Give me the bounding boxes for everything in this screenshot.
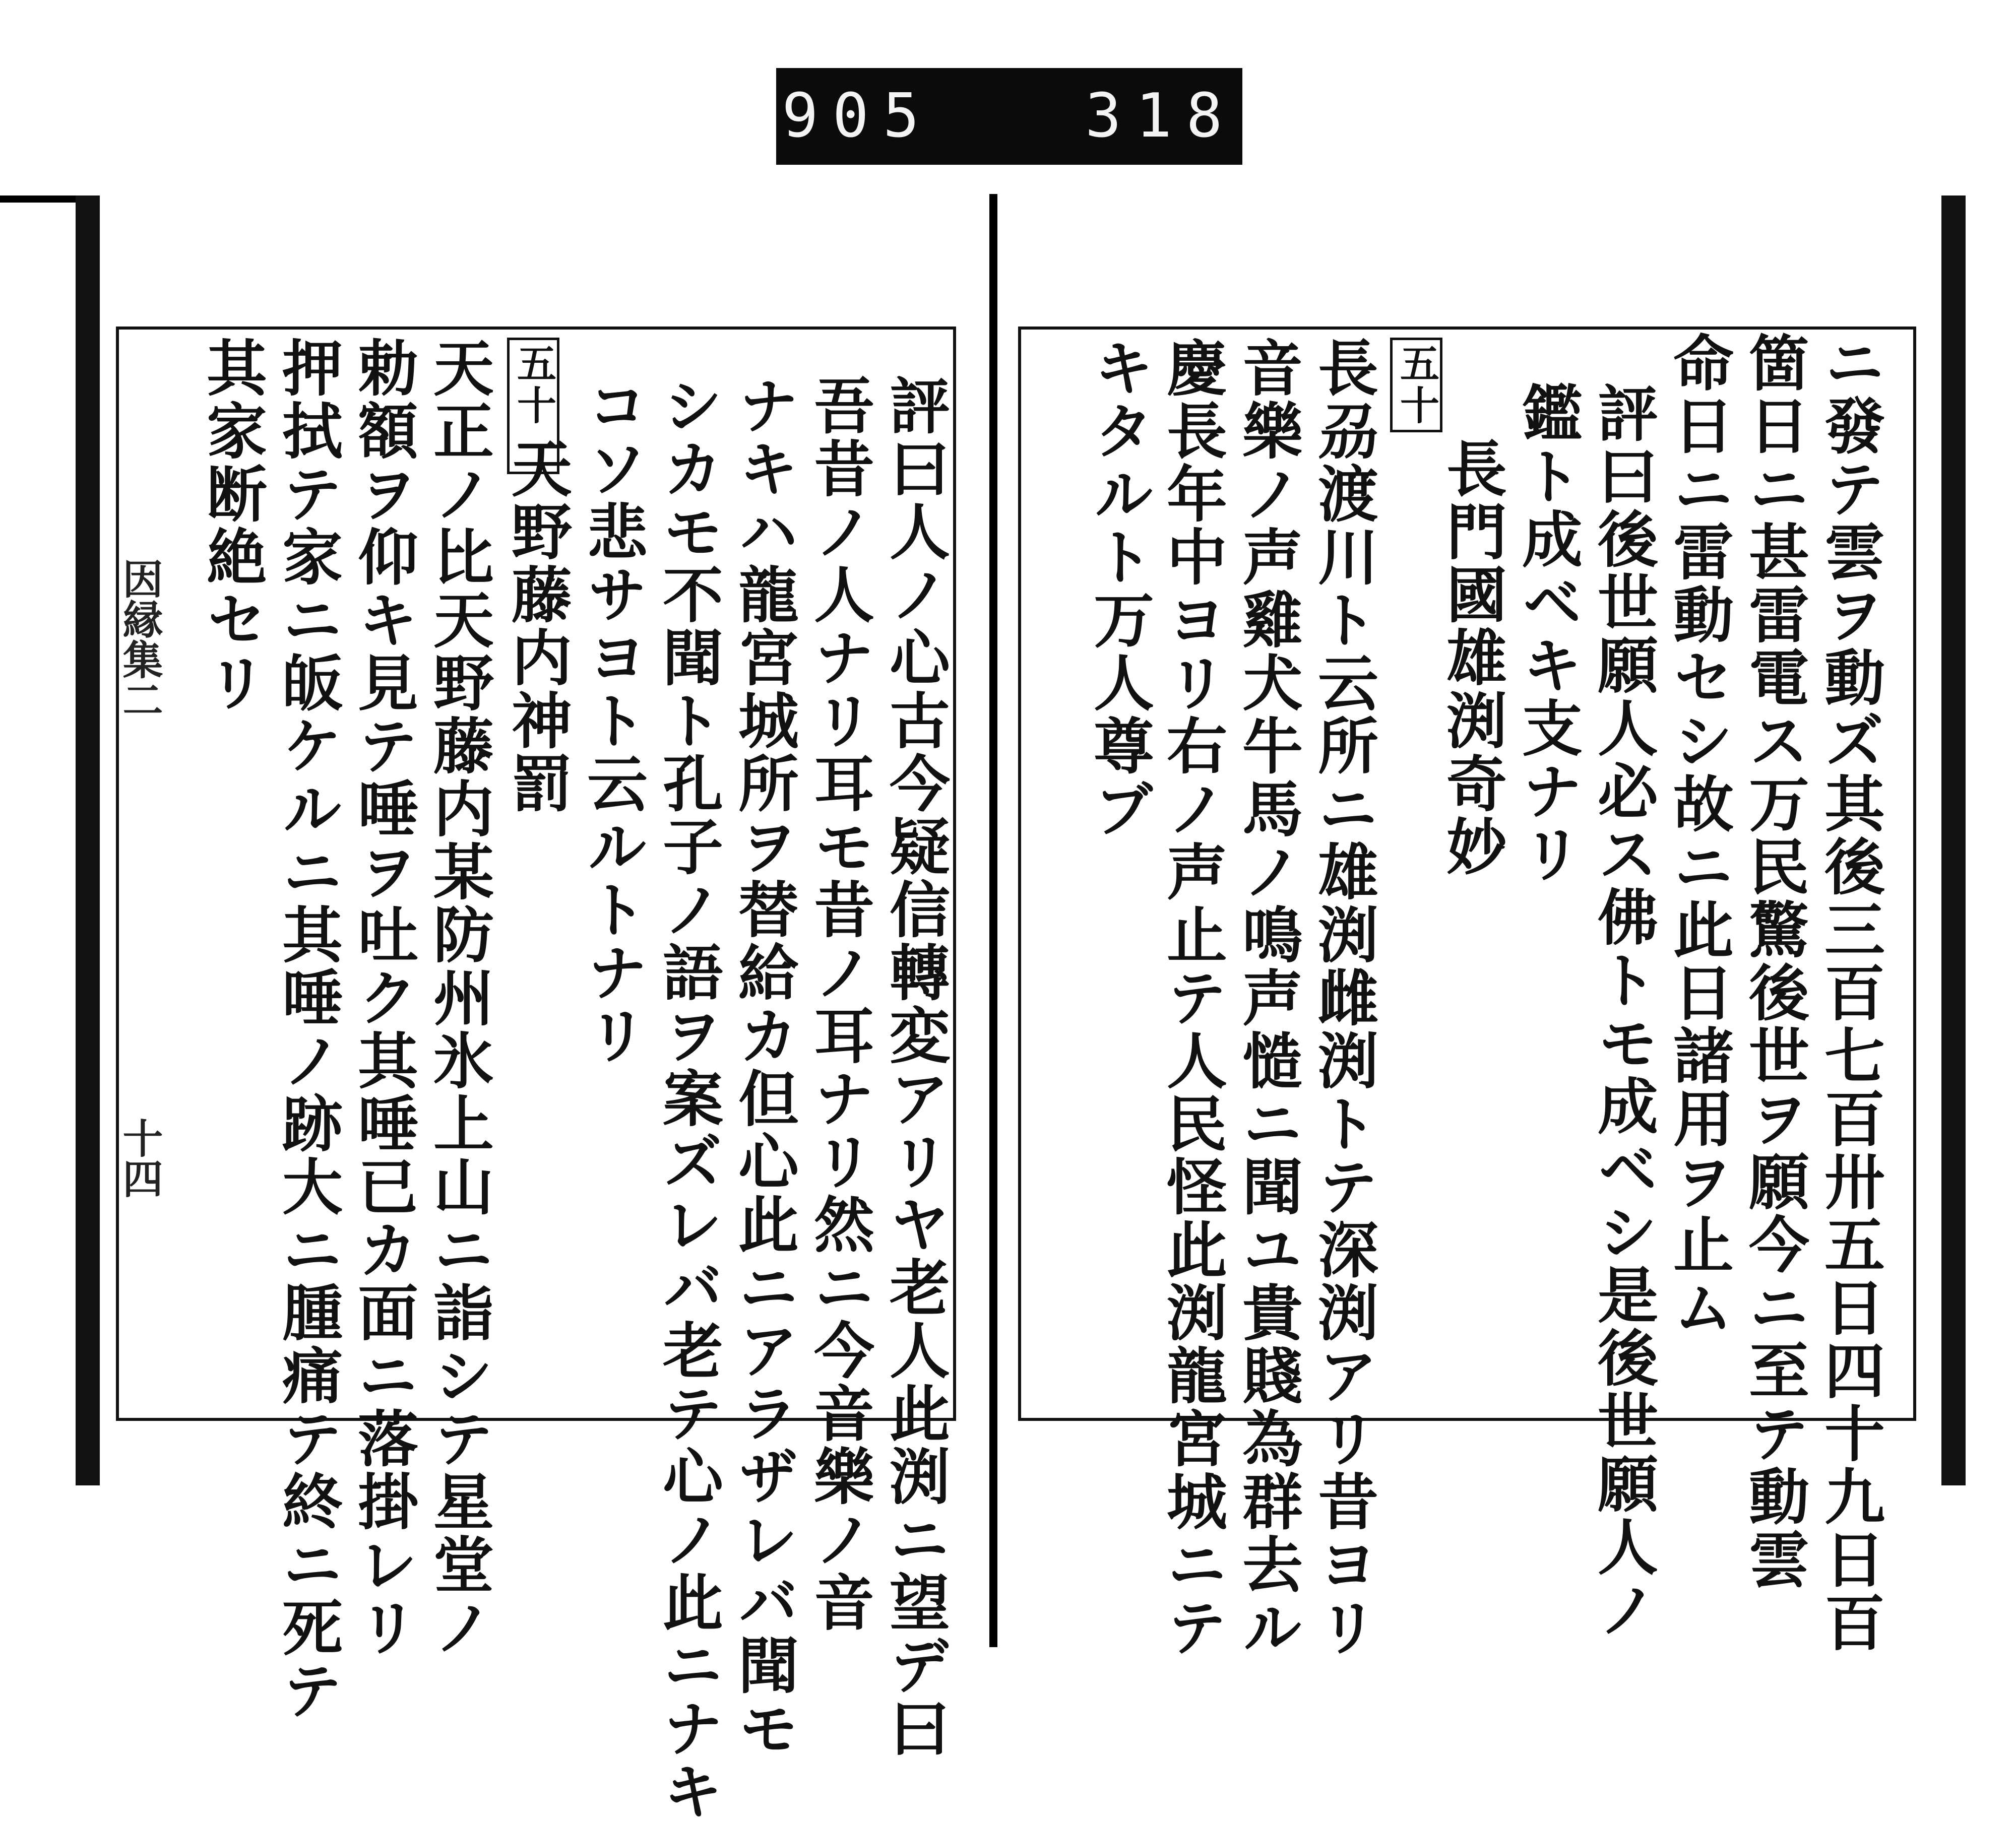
section-number: 五十	[1390, 338, 1442, 432]
right-page	[1003, 196, 1966, 1659]
text-column: 押拭テ家ニ皈ケルニ其唾ノ跡大ニ腫痛テ終ニ死テ	[272, 337, 343, 1722]
text-column: 命日ニ雷動セシ故ニ此日諸用ヲ止ム	[1663, 332, 1734, 1339]
archive-stamp: 905 318	[776, 68, 1242, 165]
text-column: コソ悲サヨト云ルトナリ	[577, 374, 648, 1067]
text-column: 鑑ト成ベキ支ナリ	[1512, 382, 1583, 886]
text-column: 音樂ノ声雞犬牛馬ノ鳴声慥ニ聞ユ貴賤為群去ル	[1232, 337, 1303, 1659]
left-page	[76, 196, 993, 1823]
text-column: 吾昔ノ人ナリ耳モ昔ノ耳ナリ然ニ今音樂ノ音	[804, 374, 875, 1634]
text-column: ナキハ龍宮城所ヲ替給カ但心此ニアラザレバ聞モ	[728, 374, 799, 1760]
text-column: 長刕渡川ト云所ニ雄渕雌渕トテ深渕アリ昔ヨリ	[1308, 337, 1379, 1659]
text-column: 勅額ヲ仰キ見テ唾ヲ吐ク其唾已カ面ニ落掛レリ	[348, 337, 419, 1659]
text-column: ニ發テ雲ヲ動ズ其後三百七百卅五日四十九日百	[1814, 332, 1885, 1654]
text-column: 箇日ニ甚雷電ス万民驚後世ヲ願今ニ至テ動雲	[1739, 332, 1810, 1591]
section-heading: 天野藤内神罰	[501, 437, 573, 815]
text-column: 天正ノ比天野藤内某防州氷上山ニ詣シテ星堂ノ	[423, 337, 494, 1659]
page-folio: 十四	[116, 1118, 163, 1198]
text-column: キタルト万人尊ブ	[1084, 337, 1155, 840]
left-page-edge	[76, 196, 100, 1485]
scan-edge-line	[0, 196, 86, 203]
text-column: シカモ不聞ト孔子ノ語ヲ案ズレバ老テ心ノ此ニナキ	[653, 374, 724, 1823]
text-column: 慶長年中ヨリ右ノ声止テ人民怪此渕龍宮城ニテ	[1157, 337, 1228, 1659]
text-column: 評曰人ノ心古今疑信轉変アリヤ老人此渕ニ望デ曰	[879, 374, 951, 1760]
section-heading: 長門國雄渕奇妙	[1436, 437, 1507, 878]
margin-book-title: 因縁集二	[111, 558, 169, 720]
right-page-edge	[1941, 196, 1966, 1485]
section-number: 五十一	[507, 338, 559, 474]
text-column: 評曰後世願人必ス佛トモ成ベシ是後世願人ノ	[1588, 382, 1659, 1642]
text-column: 其家断絶セリ	[197, 337, 268, 714]
